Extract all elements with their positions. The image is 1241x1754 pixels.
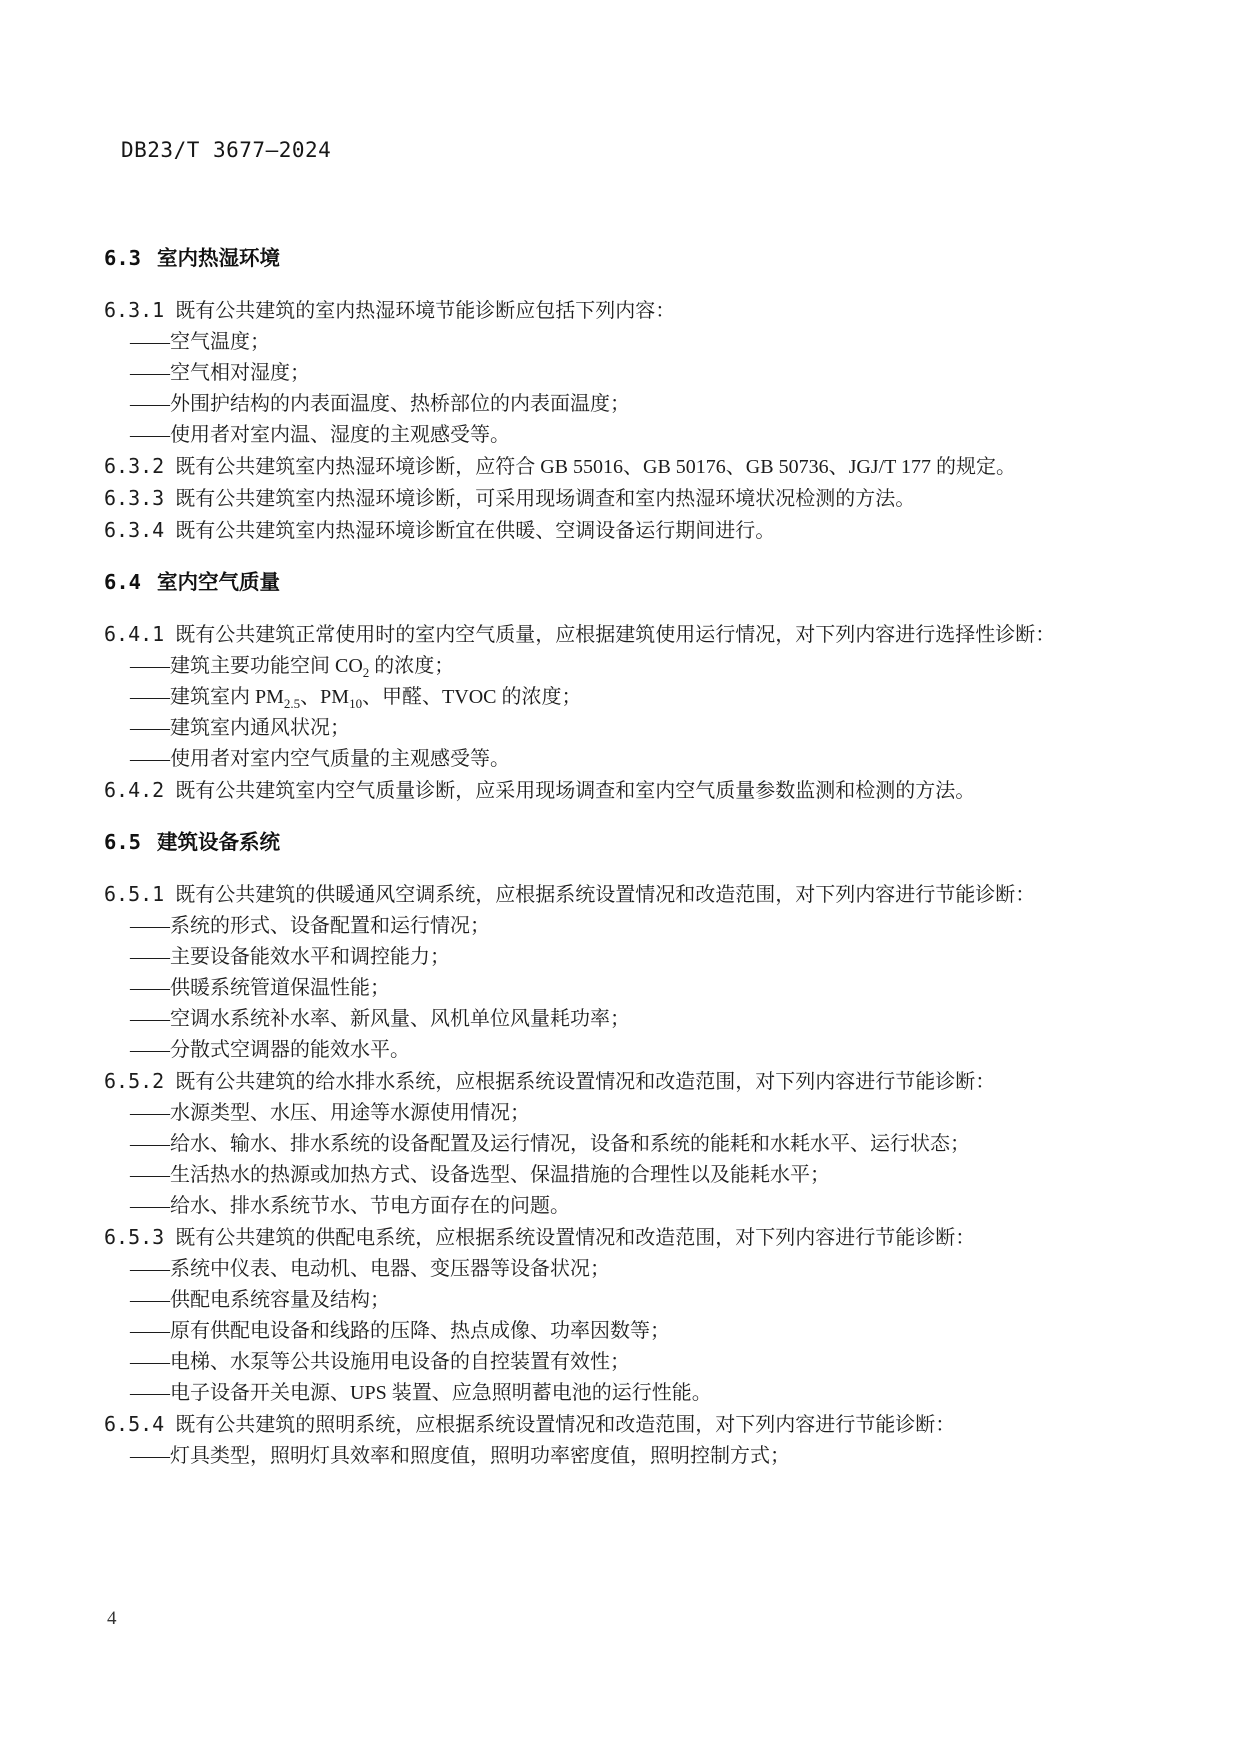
- list-item: ——空气相对湿度；: [130, 362, 310, 384]
- list-item: ——主要设备能效水平和调控能力；: [130, 946, 450, 968]
- clause-number: 6.3.2: [104, 454, 165, 478]
- list-item: ——电梯、水泵等公共设施用电设备的自控装置有效性；: [130, 1351, 630, 1373]
- clause-6-3-1: [104, 295, 1150, 327]
- page-number: 4: [107, 1608, 117, 1629]
- list-item: ——供配电系统容量及结构；: [130, 1289, 390, 1311]
- list-item: ——生活热水的热源或加热方式、设备选型、保温措施的合理性以及能耗水平；: [130, 1164, 830, 1186]
- clause-number: 6.5.2: [104, 1069, 165, 1093]
- clause-6-5-3: [104, 1222, 1150, 1254]
- subscript: 2.5: [283, 696, 301, 711]
- clause-text: 既有公共建筑室内热湿环境诊断宜在供暖、空调设备运行期间进行。: [175, 520, 776, 542]
- list-item-pm: [104, 682, 1150, 713]
- list-item: ——原有供配电设备和线路的压降、热点成像、功率因数等；: [130, 1320, 670, 1342]
- list-item: ——建筑室内通风状况；: [130, 717, 350, 739]
- subscript: 2: [362, 665, 370, 680]
- clause-number: 6.4.1: [104, 622, 165, 646]
- section-heading-6-5: [104, 827, 1150, 858]
- clause-text: 既有公共建筑的供配电系统，应根据系统设置情况和改造范围，对下列内容进行节能诊断：: [175, 1227, 976, 1249]
- clause-number: 6.3.4: [104, 518, 165, 542]
- clause-number: 6.5.3: [104, 1225, 165, 1249]
- clause-6-5-2: [104, 1066, 1150, 1098]
- clause-text: 既有公共建筑的供暖通风空调系统，应根据系统设置情况和改造范围，对下列内容进行节能诊断：: [175, 884, 1036, 906]
- list-item: ——供暖系统管道保温性能；: [130, 977, 390, 999]
- clause-text: 既有公共建筑室内热湿环境诊断，可采用现场调查和室内热湿环境状况检测的方法。: [175, 488, 916, 510]
- clause-text: 既有公共建筑正常使用时的室内空气质量，应根据建筑使用运行情况，对下列内容进行选择性诊断：: [175, 624, 1056, 646]
- clause-number: 6.5.1: [104, 882, 165, 906]
- section-title: 建筑设备系统: [157, 831, 281, 854]
- list-item: ——灯具类型，照明灯具效率和照度值，照明功率密度值，照明控制方式；: [130, 1445, 790, 1467]
- subscript: 10: [349, 696, 363, 711]
- list-item: ——使用者对室内空气质量的主观感受等。: [130, 748, 510, 770]
- clause-text: 既有公共建筑的给水排水系统，应根据系统设置情况和改造范围，对下列内容进行节能诊断：: [175, 1071, 996, 1093]
- list-item-text: ——建筑室内 PM: [130, 686, 284, 708]
- list-item: ——水源类型、水压、用途等水源使用情况；: [130, 1102, 530, 1124]
- list-item: ——空调水系统补水率、新风量、风机单位风量耗功率；: [130, 1008, 630, 1030]
- clause-text: 既有公共建筑室内热湿环境诊断，应符合 GB 55016、GB 50176、GB 50736、JGJ/T 177 的规定。: [175, 456, 1016, 478]
- list-item: ——分散式空调器的能效水平。: [130, 1039, 410, 1061]
- section-heading-6-3: [104, 243, 1150, 274]
- clause-number: 6.3.3: [104, 486, 165, 510]
- list-item: ——系统中仪表、电动机、电器、变压器等设备状况；: [130, 1258, 610, 1280]
- document-code: DB23/T 3677—2024: [121, 138, 332, 162]
- clause-number: 6.3.1: [104, 298, 165, 322]
- list-item-co2: [104, 651, 1150, 682]
- clause-6-5-4: [104, 1409, 1150, 1441]
- clause-6-4-1: [104, 619, 1150, 651]
- section-number: 6.4: [104, 570, 142, 594]
- document-body: [104, 243, 1150, 1472]
- clause-6-3-3: [104, 483, 1150, 515]
- section-title: 室内热湿环境: [157, 247, 281, 270]
- section-number: 6.3: [104, 246, 142, 270]
- clause-text: 既有公共建筑的室内热湿环境节能诊断应包括下列内容：: [175, 300, 676, 322]
- list-item: ——空气温度；: [130, 331, 270, 353]
- section-heading-6-4: [104, 567, 1150, 598]
- clause-number: 6.4.2: [104, 778, 165, 802]
- clause-6-3-2: [104, 451, 1150, 483]
- list-item: ——系统的形式、设备配置和运行情况；: [130, 915, 490, 937]
- clause-6-3-4: [104, 515, 1150, 547]
- list-item-text: 、甲醛、TVOC 的浓度；: [362, 686, 582, 708]
- list-item: ——使用者对室内温、湿度的主观感受等。: [130, 424, 510, 446]
- clause-6-5-1: [104, 879, 1150, 911]
- section-number: 6.5: [104, 830, 142, 854]
- clause-number: 6.5.4: [104, 1412, 165, 1436]
- list-item: ——给水、排水系统节水、节电方面存在的问题。: [130, 1195, 570, 1217]
- clause-6-4-2: [104, 775, 1150, 807]
- list-item-text: 的浓度；: [369, 655, 455, 677]
- clause-text: 既有公共建筑的照明系统，应根据系统设置情况和改造范围，对下列内容进行节能诊断：: [175, 1414, 956, 1436]
- list-item: ——外围护结构的内表面温度、热桥部位的内表面温度；: [130, 393, 630, 415]
- section-title: 室内空气质量: [157, 571, 281, 594]
- list-item: ——电子设备开关电源、UPS 装置、应急照明蓄电池的运行性能。: [130, 1382, 712, 1404]
- list-item-text: 、PM: [300, 686, 350, 708]
- list-item-text: ——建筑主要功能空间 CO: [130, 655, 363, 677]
- clause-text: 既有公共建筑室内空气质量诊断，应采用现场调查和室内空气质量参数监测和检测的方法。: [175, 780, 976, 802]
- list-item: ——给水、输水、排水系统的设备配置及运行情况，设备和系统的能耗和水耗水平、运行状态；: [130, 1133, 970, 1155]
